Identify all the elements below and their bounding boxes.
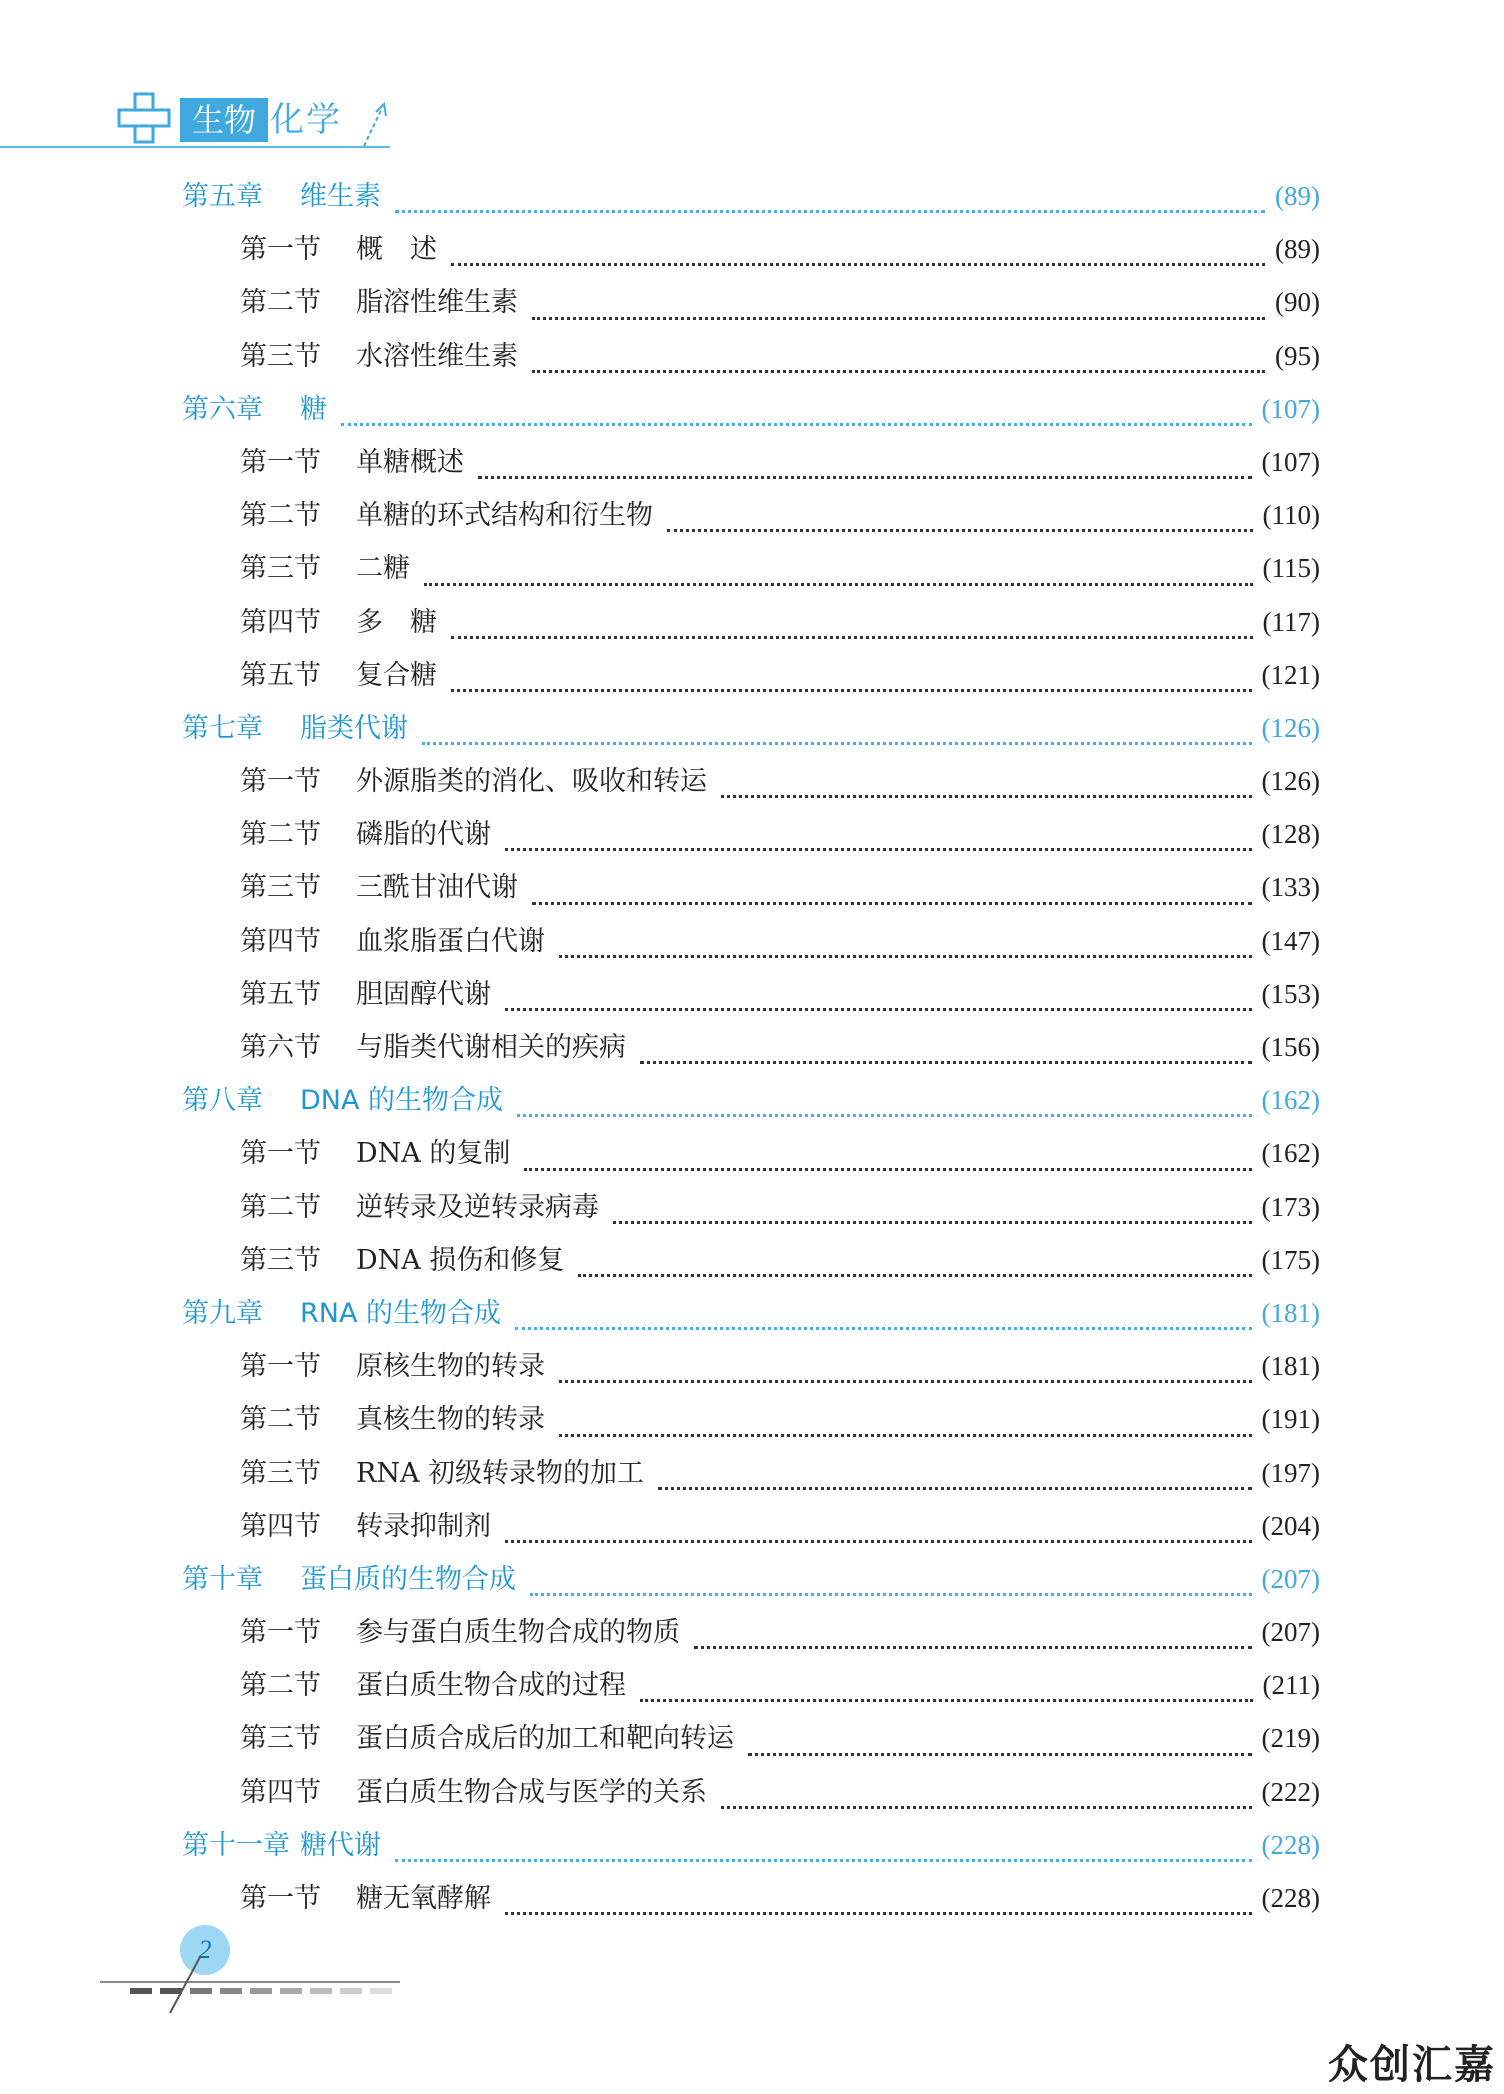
dot-leader xyxy=(721,795,1252,798)
section-number: 第三节 xyxy=(240,553,321,585)
dot-leader xyxy=(395,210,1265,213)
section-page-number: (175) xyxy=(1261,1244,1320,1275)
dot-leader xyxy=(667,529,1253,532)
dot-leader xyxy=(748,1753,1252,1756)
section-page-number: (128) xyxy=(1261,819,1320,850)
section-number: 第一节 xyxy=(240,766,321,798)
section-title: RNA 初级转录物的加工 xyxy=(356,1457,645,1489)
dot-leader xyxy=(578,1274,1251,1277)
section-title: 外源脂类的消化、吸收和转运 xyxy=(356,766,707,798)
chapter-number: 第九章 xyxy=(182,1297,263,1329)
dot-leader xyxy=(451,263,1265,266)
section-page-number: (133) xyxy=(1261,872,1320,903)
chapter-number: 第八章 xyxy=(182,1085,263,1117)
section-page-number: (211) xyxy=(1262,1670,1320,1701)
chapter-title: 糖 xyxy=(300,393,327,425)
section-page-number: (147) xyxy=(1261,925,1320,956)
section-title: 二糖 xyxy=(356,553,410,585)
section-page-number: (90) xyxy=(1275,287,1320,318)
section-number: 第六节 xyxy=(240,1032,321,1063)
toc-chapter-row[interactable] xyxy=(182,1819,1320,1872)
toc-section-row[interactable] xyxy=(182,861,1320,914)
dot-leader xyxy=(341,423,1252,426)
section-page-number: (197) xyxy=(1261,1457,1320,1488)
section-number: 第一节 xyxy=(240,234,321,266)
dot-leader xyxy=(424,583,1253,586)
page-header xyxy=(0,80,1504,160)
toc-section-row[interactable] xyxy=(182,1393,1320,1446)
section-page-number: (228) xyxy=(1261,1883,1320,1913)
chapter-page-number: (181) xyxy=(1261,1297,1320,1328)
toc-chapter-row[interactable] xyxy=(182,702,1320,755)
section-number: 第二节 xyxy=(240,287,321,319)
slash-decoration-icon xyxy=(160,1955,220,2015)
toc-section-row[interactable] xyxy=(182,1021,1320,1074)
dot-leader xyxy=(559,1380,1252,1383)
section-page-number: (117) xyxy=(1262,606,1320,637)
section-title: 真核生物的转录 xyxy=(356,1404,545,1436)
section-number: 第三节 xyxy=(240,340,321,372)
section-page-number: (121) xyxy=(1261,659,1320,690)
chapter-number: 第五章 xyxy=(182,181,263,212)
dot-leader xyxy=(530,1593,1252,1596)
toc-section-row[interactable] xyxy=(182,1766,1320,1819)
dot-leader xyxy=(451,689,1252,692)
section-number: 第三节 xyxy=(240,872,321,904)
chapter-page-number: (89) xyxy=(1275,181,1320,211)
toc-section-row[interactable] xyxy=(182,1340,1320,1393)
section-number: 第五节 xyxy=(240,978,321,1010)
dot-leader xyxy=(451,636,1253,639)
section-title: 概 述 xyxy=(356,234,437,266)
chapter-number: 第十章 xyxy=(182,1563,263,1595)
section-page-number: (95) xyxy=(1275,340,1320,371)
section-title: 逆转录及逆转录病毒 xyxy=(356,1191,599,1223)
section-title: DNA 损伤和修复 xyxy=(356,1244,565,1276)
toc-section-row[interactable] xyxy=(182,915,1320,968)
toc-section-row[interactable] xyxy=(182,1500,1320,1553)
arrow-decoration-icon xyxy=(360,102,390,148)
section-page-number: (89) xyxy=(1275,234,1320,265)
toc-section-row[interactable] xyxy=(182,542,1320,595)
section-title: 蛋白质生物合成的过程 xyxy=(356,1670,626,1702)
toc-section-row[interactable] xyxy=(182,1606,1320,1659)
section-title: 参与蛋白质生物合成的物质 xyxy=(356,1617,680,1649)
section-page-number: (222) xyxy=(1261,1776,1320,1807)
chapter-title: 蛋白质的生物合成 xyxy=(300,1563,516,1595)
section-title: 转录抑制剂 xyxy=(356,1510,491,1542)
chapter-number: 第十一章 xyxy=(182,1829,290,1861)
toc-section-row[interactable] xyxy=(182,276,1320,329)
section-number: 第四节 xyxy=(240,1776,321,1808)
dot-leader xyxy=(505,1008,1252,1011)
dot-leader xyxy=(505,848,1252,851)
section-title: 磷脂的代谢 xyxy=(356,819,491,851)
section-page-number: (207) xyxy=(1261,1617,1320,1648)
section-title: 蛋白质合成后的加工和靶向转运 xyxy=(356,1723,734,1755)
section-number: 第一节 xyxy=(240,1617,321,1649)
table-of-contents xyxy=(182,170,1320,1925)
section-title: 单糖的环式结构和衍生物 xyxy=(356,500,653,532)
section-title: 与脂类代谢相关的疾病 xyxy=(356,1032,626,1063)
dot-leader xyxy=(532,370,1265,373)
section-number: 第五节 xyxy=(240,659,321,691)
dot-leader xyxy=(517,1114,1251,1117)
dot-leader xyxy=(478,476,1252,479)
chapter-title: 糖代谢 xyxy=(300,1829,381,1861)
dot-leader xyxy=(613,1221,1252,1224)
section-title: 原核生物的转录 xyxy=(356,1351,545,1383)
toc-section-row[interactable] xyxy=(182,1872,1320,1925)
book-title-rest: 化学 xyxy=(270,100,342,140)
dot-leader xyxy=(658,1487,1251,1490)
toc-chapter-row[interactable] xyxy=(182,383,1320,436)
chapter-page-number: (107) xyxy=(1261,393,1320,424)
dot-leader xyxy=(505,1912,1252,1915)
section-page-number: (126) xyxy=(1261,766,1320,797)
dot-leader xyxy=(559,1434,1252,1437)
section-number: 第一节 xyxy=(240,1883,321,1914)
chapter-title: DNA 的生物合成 xyxy=(300,1085,504,1117)
toc-section-row[interactable] xyxy=(182,223,1320,276)
page-footer xyxy=(100,1925,420,2005)
toc-chapter-row[interactable] xyxy=(182,1074,1320,1127)
section-title: 胆固醇代谢 xyxy=(356,978,491,1010)
section-title: DNA 的复制 xyxy=(356,1138,511,1170)
toc-section-row[interactable] xyxy=(182,968,1320,1021)
chapter-title: 脂类代谢 xyxy=(300,712,408,744)
section-number: 第一节 xyxy=(240,446,321,478)
section-page-number: (153) xyxy=(1261,978,1320,1009)
chapter-number: 第七章 xyxy=(182,712,263,744)
dot-leader xyxy=(505,1540,1252,1543)
section-number: 第三节 xyxy=(240,1457,321,1489)
section-page-number: (156) xyxy=(1261,1032,1320,1062)
book-title-highlight: 生物 xyxy=(180,98,268,142)
section-number: 第三节 xyxy=(240,1244,321,1276)
toc-section-row[interactable] xyxy=(182,649,1320,702)
section-number: 第一节 xyxy=(240,1351,321,1383)
chapter-page-number: (228) xyxy=(1261,1829,1320,1860)
toc-section-row[interactable] xyxy=(182,755,1320,808)
toc-section-row[interactable] xyxy=(182,596,1320,649)
section-title: 血浆脂蛋白代谢 xyxy=(356,925,545,957)
section-number: 第四节 xyxy=(240,1510,321,1542)
footer-rule xyxy=(100,1981,400,1983)
dot-leader xyxy=(532,317,1265,320)
dot-leader xyxy=(515,1327,1252,1330)
toc-section-row[interactable] xyxy=(182,489,1320,542)
chapter-number: 第六章 xyxy=(182,393,263,425)
section-title: 单糖概述 xyxy=(356,446,464,478)
section-page-number: (162) xyxy=(1261,1138,1320,1169)
section-title: 水溶性维生素 xyxy=(356,340,518,372)
section-title: 复合糖 xyxy=(356,659,437,691)
dot-leader xyxy=(640,1699,1253,1702)
section-page-number: (115) xyxy=(1262,553,1320,584)
section-number: 第二节 xyxy=(240,1670,321,1702)
dot-leader xyxy=(640,1061,1252,1064)
section-number: 第二节 xyxy=(240,500,321,532)
section-number: 第二节 xyxy=(240,1404,321,1436)
section-page-number: (204) xyxy=(1261,1510,1320,1541)
chapter-page-number: (207) xyxy=(1261,1563,1320,1594)
toc-section-row[interactable] xyxy=(182,1659,1320,1712)
toc-section-row[interactable] xyxy=(182,1234,1320,1287)
chapter-title: 维生素 xyxy=(300,181,381,212)
dot-leader xyxy=(532,902,1252,905)
section-page-number: (191) xyxy=(1261,1404,1320,1435)
toc-section-row[interactable] xyxy=(182,1447,1320,1500)
section-number: 第二节 xyxy=(240,819,321,851)
section-title: 三酰甘油代谢 xyxy=(356,872,518,904)
section-number: 第三节 xyxy=(240,1723,321,1755)
toc-section-row[interactable] xyxy=(182,330,1320,383)
chapter-title: RNA 的生物合成 xyxy=(300,1297,502,1329)
section-title: 蛋白质生物合成与医学的关系 xyxy=(356,1776,707,1808)
toc-section-row[interactable] xyxy=(182,436,1320,489)
toc-section-row[interactable] xyxy=(182,1127,1320,1180)
dot-leader xyxy=(524,1168,1251,1171)
section-number: 第四节 xyxy=(240,606,321,638)
toc-section-row[interactable] xyxy=(182,808,1320,861)
section-page-number: (110) xyxy=(1262,500,1320,531)
section-title: 多 糖 xyxy=(356,606,437,638)
dot-leader xyxy=(395,1859,1252,1862)
chapter-page-number: (126) xyxy=(1261,712,1320,743)
dot-leader xyxy=(559,955,1252,958)
toc-chapter-row[interactable] xyxy=(182,1287,1320,1340)
section-title: 糖无氧酵解 xyxy=(356,1883,491,1914)
section-page-number: (219) xyxy=(1261,1723,1320,1754)
section-page-number: (181) xyxy=(1261,1351,1320,1382)
dot-leader xyxy=(694,1646,1252,1649)
dot-leader xyxy=(422,742,1252,745)
section-page-number: (173) xyxy=(1261,1191,1320,1222)
chapter-page-number: (162) xyxy=(1261,1085,1320,1116)
section-title: 脂溶性维生素 xyxy=(356,287,518,319)
section-page-number: (107) xyxy=(1261,446,1320,477)
watermark: 众创汇嘉 xyxy=(1328,2042,1496,2088)
section-number: 第四节 xyxy=(240,925,321,957)
section-number: 第一节 xyxy=(240,1138,321,1170)
toc-section-row[interactable] xyxy=(182,1181,1320,1234)
toc-chapter-row[interactable] xyxy=(182,170,1320,223)
section-number: 第二节 xyxy=(240,1191,321,1223)
dot-leader xyxy=(721,1806,1252,1809)
header-rule xyxy=(0,146,390,148)
page-number: 2 xyxy=(180,1925,230,1975)
toc-chapter-row[interactable] xyxy=(182,1553,1320,1606)
toc-section-row[interactable] xyxy=(182,1712,1320,1765)
cross-logo-icon xyxy=(115,90,175,146)
